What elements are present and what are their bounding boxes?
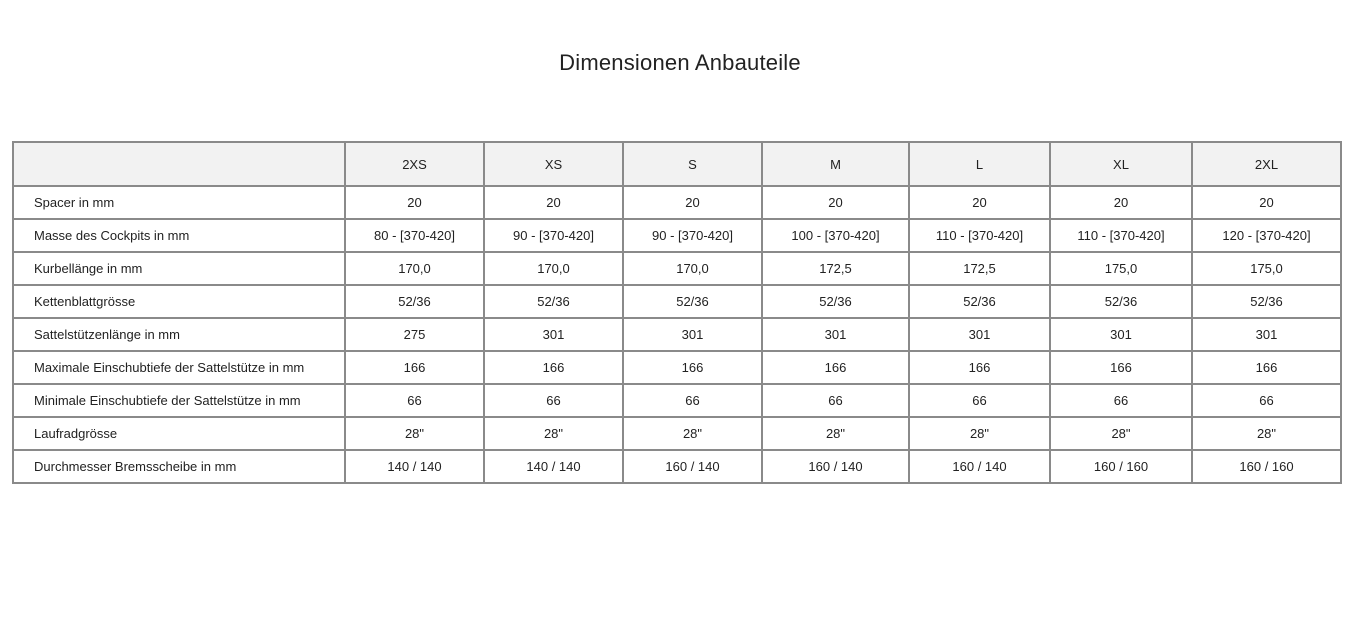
row-label: Kurbellänge in mm [13,252,345,285]
table-row [13,252,1341,285]
table-cell: 80 - [370-420] [345,219,484,252]
table-cell: 90 - [370-420] [623,219,762,252]
header-size-s: S [623,142,762,186]
row-label: Durchmesser Bremsscheibe in mm [13,450,345,483]
row-label: Maximale Einschubtiefe der Sattelstütze in mm [13,351,345,384]
table-cell: 172,5 [762,252,909,285]
table-cell: 52/36 [345,285,484,318]
page-title: Dimensionen Anbauteile [559,50,801,75]
table-cell: 20 [623,186,762,219]
table-cell: 170,0 [345,252,484,285]
table-row [13,285,1341,318]
table-cell: 175,0 [1192,252,1341,285]
table-cell: 20 [345,186,484,219]
table-row [13,450,1341,483]
table-cell: 66 [623,384,762,417]
table-cell: 66 [1050,384,1192,417]
table-cell: 110 - [370-420] [1050,219,1192,252]
table-row [13,186,1341,219]
header-size-m: M [762,142,909,186]
table-cell: 160 / 140 [623,450,762,483]
table-cell: 170,0 [484,252,623,285]
table-cell: 175,0 [1050,252,1192,285]
table-cell: 301 [484,318,623,351]
table-cell: 166 [484,351,623,384]
table-cell: 28" [762,417,909,450]
table-cell: 66 [1192,384,1341,417]
row-label: Spacer in mm [13,186,345,219]
table-cell: 100 - [370-420] [762,219,909,252]
dimensions-table-container [12,141,1340,484]
header-row [13,142,1341,186]
table-cell: 20 [484,186,623,219]
table-cell: 301 [762,318,909,351]
table-cell: 66 [484,384,623,417]
table-cell: 52/36 [623,285,762,318]
table-cell: 166 [1050,351,1192,384]
table-cell: 166 [1192,351,1341,384]
table-cell: 20 [1192,186,1341,219]
table-cell: 28" [345,417,484,450]
header-size-l: L [909,142,1050,186]
header-size-xs: XS [484,142,623,186]
table-cell: 172,5 [909,252,1050,285]
table-cell: 52/36 [1192,285,1341,318]
table-cell: 140 / 140 [345,450,484,483]
table-cell: 66 [345,384,484,417]
table-body [13,186,1341,483]
table-row [13,351,1341,384]
header-size-2xl: 2XL [1192,142,1341,186]
row-label: Minimale Einschubtiefe der Sattelstütze in mm [13,384,345,417]
table-cell: 52/36 [1050,285,1192,318]
table-cell: 301 [1050,318,1192,351]
table-cell: 301 [623,318,762,351]
table-cell: 301 [1192,318,1341,351]
table-cell: 28" [1192,417,1341,450]
table-cell: 140 / 140 [484,450,623,483]
table-cell: 20 [762,186,909,219]
table-cell: 110 - [370-420] [909,219,1050,252]
table-cell: 275 [345,318,484,351]
table-cell: 160 / 160 [1192,450,1341,483]
table-cell: 120 - [370-420] [1192,219,1341,252]
header-size-2xs: 2XS [345,142,484,186]
row-label: Sattelstützenlänge in mm [13,318,345,351]
table-cell: 160 / 140 [762,450,909,483]
table-header [13,142,1341,186]
table-cell: 166 [345,351,484,384]
table-cell: 301 [909,318,1050,351]
table-cell: 160 / 140 [909,450,1050,483]
table-row [13,384,1341,417]
table-cell: 66 [909,384,1050,417]
table-cell: 52/36 [484,285,623,318]
table-cell: 20 [909,186,1050,219]
header-corner-cell [13,142,345,186]
row-label: Laufradgrösse [13,417,345,450]
table-cell: 166 [623,351,762,384]
table-cell: 160 / 160 [1050,450,1192,483]
table-cell: 90 - [370-420] [484,219,623,252]
table-cell: 28" [909,417,1050,450]
table-cell: 52/36 [762,285,909,318]
table-cell: 166 [762,351,909,384]
header-size-xl: XL [1050,142,1192,186]
table-cell: 66 [762,384,909,417]
table-row [13,417,1341,450]
table-cell: 28" [1050,417,1192,450]
table-row [13,219,1341,252]
table-cell: 52/36 [909,285,1050,318]
row-label: Masse des Cockpits in mm [13,219,345,252]
table-cell: 28" [623,417,762,450]
row-label: Kettenblattgrösse [13,285,345,318]
table-cell: 166 [909,351,1050,384]
dimensions-table [12,141,1342,484]
table-cell: 28" [484,417,623,450]
table-row [13,318,1341,351]
table-cell: 20 [1050,186,1192,219]
table-cell: 170,0 [623,252,762,285]
